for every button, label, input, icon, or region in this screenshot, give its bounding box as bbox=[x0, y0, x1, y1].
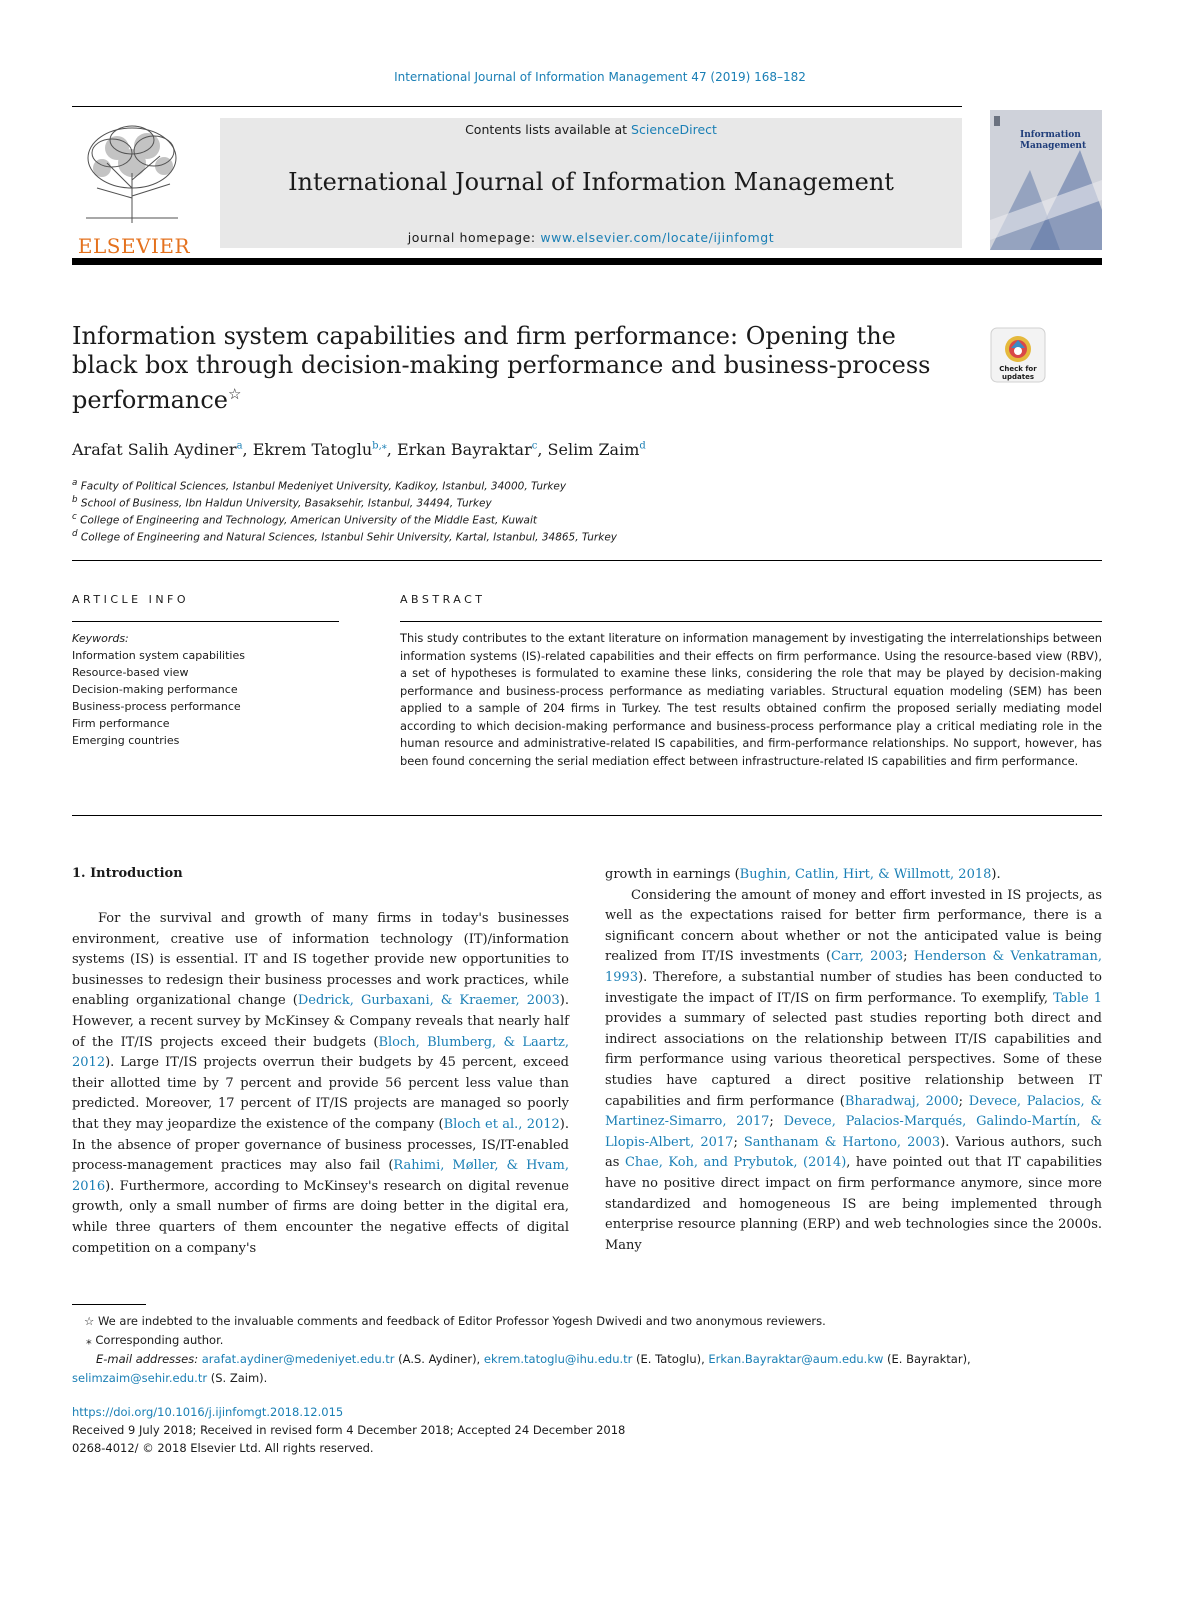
email-owner: (A.S. Aydiner), bbox=[394, 1352, 484, 1366]
footnote-acknowledgement bbox=[72, 1312, 1102, 1331]
citation-link[interactable]: Chae, Koh, and Prybutok, (2014) bbox=[624, 1155, 847, 1171]
received-dates: Received 9 July 2018; Received in revised form 4 December 2018; Accepted 24 December 2018 bbox=[72, 1423, 626, 1437]
footnote-emails bbox=[72, 1350, 1102, 1388]
citation-link[interactable]: Table 1 bbox=[1053, 990, 1102, 1006]
body-paragraph bbox=[605, 886, 1102, 1257]
email-owner: (S. Zaim). bbox=[207, 1371, 268, 1385]
elsevier-logo bbox=[72, 118, 196, 258]
crossmark-badge[interactable] bbox=[990, 327, 1046, 383]
affiliation-text: College of Engineering and Technology, American University of the Middle East, Kuwait bbox=[80, 514, 538, 527]
publisher-wordmark: ELSEVIER bbox=[77, 234, 191, 258]
doi-link[interactable]: https://doi.org/10.1016/j.ijinfomgt.2018.12.015 bbox=[72, 1405, 344, 1419]
footnote-text: Corresponding author. bbox=[95, 1333, 224, 1347]
citation-link[interactable]: Rahimi, Møller, & Hvam, 2016 bbox=[72, 1158, 569, 1194]
body-paragraph bbox=[605, 865, 1102, 886]
keyword-item: Information system capabilities bbox=[72, 649, 245, 662]
keyword-item: Business-process performance bbox=[72, 700, 241, 713]
email-link[interactable]: ekrem.tatoglu@ihu.edu.tr bbox=[483, 1352, 633, 1366]
citation-link[interactable]: Bharadwaj, 2000 bbox=[844, 1093, 959, 1109]
keyword-item: Firm performance bbox=[72, 717, 170, 730]
journal-title: International Journal of Information Management bbox=[288, 168, 894, 196]
body-text: ). However, a recent survey by McKinsey & Company reveals that nearly half of the IT/IS projects exceed their budgets ( bbox=[72, 993, 570, 1050]
affiliation-sup: d bbox=[72, 529, 78, 539]
article-title bbox=[72, 322, 952, 415]
footnote-mark: ⁎ bbox=[86, 1333, 92, 1347]
author-name: Ekrem Tatoglu bbox=[252, 440, 373, 459]
affiliation bbox=[72, 495, 492, 510]
affiliation-text: College of Engineering and Natural Sciences, Istanbul Sehir University, Kartal, Istanbul, 34865, Turkey bbox=[80, 531, 618, 544]
affiliation-text: Faculty of Political Sciences, Istanbul Medeniyet University, Kadikoy, Istanbul, 34000, Turkey bbox=[80, 480, 567, 493]
affiliation-mark[interactable]: c bbox=[531, 440, 538, 452]
cover-title-line1: Information bbox=[1020, 130, 1081, 140]
citation-link[interactable]: Devece, Palacios-Marqués, Galindo-Martín, & Llopis-Albert, 2017 bbox=[605, 1114, 1103, 1150]
body-text: provides a summary of selected past studies reporting both direct and indirect associations on the relationship between IT/IS capabilities and firm performance using various theoretical perspectives. Some of these studies have captured a direct positive relationship between IT capabilities and firm performance ( bbox=[605, 1011, 1102, 1109]
body-column-left bbox=[72, 909, 569, 1259]
footnote-text: We are indebted to the invaluable comments and feedback of Editor Professor Yogesh Dwivedi and two anonymous reviewers. bbox=[97, 1314, 826, 1328]
email-owner: (E. Bayraktar), bbox=[883, 1352, 971, 1366]
body-text: , have pointed out that IT capabilities have no positive direct impact on firm performance anymore, since more standardized and homogeneous IS are being implemented through enterprise resource planning (ERP) and web technologies since the 2000s. Many bbox=[605, 1155, 1102, 1253]
keyword-item: Decision-making performance bbox=[72, 683, 238, 696]
affiliation-mark[interactable]: d bbox=[639, 440, 646, 452]
body-text: ). Various authors, such as bbox=[605, 1134, 1102, 1171]
affiliation bbox=[72, 529, 617, 544]
email-link[interactable]: arafat.aydiner@medeniyet.edu.tr bbox=[201, 1352, 395, 1366]
body-text: ). bbox=[991, 867, 1001, 882]
body-text: For the survival and growth of many firms in today's businesses environment, creative use of information technology (IT)/information systems (IS) is essential. IT and IS together provide new opportunities to businesses to redesign their business processes and work practices, while enabling organizational change ( bbox=[72, 911, 569, 1009]
homepage-link[interactable]: www.elsevier.com/locate/ijinfomgt bbox=[540, 230, 775, 245]
affiliation-sup: b bbox=[72, 495, 78, 505]
section-divider bbox=[72, 815, 1102, 816]
body-text: ). Furthermore, according to McKinsey's research on digital revenue growth, only a small number of firms are doing better in the digital era, while three quarters of them encounter the negative effects of digital competition on a company's bbox=[72, 1178, 569, 1256]
body-paragraph bbox=[72, 909, 569, 1259]
author-name: Selim Zaim bbox=[547, 440, 640, 459]
article-info-rule bbox=[72, 621, 339, 622]
citation-link[interactable]: Henderson & Venkatraman, 1993 bbox=[605, 949, 1103, 985]
footnote-mark: ☆ bbox=[84, 1314, 95, 1328]
running-header[interactable]: International Journal of Information Management 47 (2019) 168–182 bbox=[394, 70, 806, 84]
abstract-rule bbox=[400, 621, 1102, 622]
citation-link[interactable]: Devece, Palacios, & Martinez-Simarro, 2017 bbox=[605, 1093, 1102, 1130]
contents-prefix: Contents lists available at bbox=[465, 122, 632, 137]
homepage-prefix: journal homepage: bbox=[407, 230, 541, 245]
affiliation-sup: c bbox=[72, 512, 77, 522]
journal-cover[interactable] bbox=[990, 110, 1102, 250]
footnote-corresponding bbox=[72, 1331, 1102, 1350]
affiliation-text: School of Business, Ibn Haldun University, Basaksehir, Istanbul, 34494, Turkey bbox=[80, 497, 492, 510]
citation-link[interactable]: Bloch, Blumberg, & Laartz, 2012 bbox=[72, 1034, 569, 1071]
header-top-rule bbox=[72, 106, 962, 107]
affiliation bbox=[72, 478, 566, 493]
header-thick-rule bbox=[72, 258, 1102, 265]
article-info-heading: ARTICLE INFO bbox=[72, 593, 190, 606]
body-text: ). In the absence of proper governance of business processes, IS/IT-enabled process-management practices may also fail ( bbox=[72, 1116, 570, 1174]
keyword-item: Resource-based view bbox=[72, 666, 189, 679]
email-link[interactable]: Erkan.Bayraktar@aum.edu.kw bbox=[708, 1352, 884, 1366]
abstract-text: This study contributes to the extant literature on information management by investigating the interrelationships between information systems (IS)-related capabilities and their effects on firm performance. Using the resource-based view (RBV), a set of hypotheses is formulated to examine these links, considering the role that may be played by decision-making performance and business-process performance as mediating variables. Structural equation modeling (SEM) has been applied to a sample of 204 firms in Turkey. The test results obtained confirm the proposed serially mediating model according to which decision-making performance and business-process performance play a critical mediating role in the human resource and administrative-related IS capabilities, and firm-performance relationships. No support, however, has been found concerning the serial mediation effect between infrastructure-related IS capabilities and firm performance. bbox=[400, 631, 1102, 768]
citation-link[interactable]: Carr, 2003 bbox=[831, 949, 904, 965]
citation-link[interactable]: Santhanam & Hartono, 2003 bbox=[743, 1134, 941, 1150]
author-name: Arafat Salih Aydiner bbox=[72, 440, 237, 459]
affiliation-mark[interactable]: b,⁎ bbox=[372, 440, 387, 452]
section-heading: 1. Introduction bbox=[72, 866, 183, 881]
body-text: ; bbox=[958, 1093, 969, 1109]
email-label: E-mail addresses: bbox=[96, 1352, 199, 1366]
email-owner: (E. Tatoglu), bbox=[632, 1352, 709, 1366]
body-text: ; bbox=[903, 949, 914, 965]
keywords-label: Keywords: bbox=[72, 632, 129, 645]
citation-link[interactable]: Dedrick, Gurbaxani, & Kraemer, 2003 bbox=[297, 993, 560, 1009]
author-name: Erkan Bayraktar bbox=[396, 440, 532, 459]
keyword-item: Emerging countries bbox=[72, 734, 180, 747]
elsevier-tree-icon bbox=[72, 118, 196, 226]
section-divider bbox=[72, 560, 1102, 561]
copyright-line: 0268-4012/ © 2018 Elsevier Ltd. All rights reserved. bbox=[72, 1441, 374, 1455]
cover-title-line2: Management bbox=[1020, 141, 1087, 151]
email-link[interactable]: selimzaim@sehir.edu.tr bbox=[72, 1371, 208, 1385]
affiliation bbox=[72, 512, 537, 527]
journal-homepage bbox=[220, 230, 962, 245]
body-text: ). Large IT/IS projects overrun their budgets by 45 percent, exceed their allotted time by 7 percent and provide 56 percent less value than predicted. Moreover, 17 percent of IT/IS projects are managed so poorly that they may jeopardize the existence of the company ( bbox=[72, 1055, 569, 1132]
body-text: ). Therefore, a substantial number of studies has been conducted to investigate the impact of IT/IS on firm performance. To exemplify, bbox=[605, 969, 1102, 1006]
affiliation-mark[interactable]: a bbox=[236, 440, 243, 452]
body-text: ; bbox=[733, 1134, 744, 1150]
affiliation-sup: a bbox=[72, 478, 78, 488]
citation-link[interactable]: Bughin, Catlin, Hirt, & Willmott, 2018 bbox=[739, 867, 992, 882]
contents-line bbox=[220, 122, 962, 137]
body-column-right bbox=[605, 865, 1102, 1256]
title-footnote-mark[interactable]: ☆ bbox=[228, 385, 242, 403]
doi-line bbox=[72, 1403, 1102, 1422]
body-text: Considering the amount of money and effort invested in IS projects, as well as the expectations raised for better firm performance, there is a significant concern about whether or not the anticipated value is being realized from IT/IS investments ( bbox=[605, 887, 1102, 965]
footnote-rule bbox=[72, 1304, 146, 1305]
keywords-block bbox=[72, 630, 342, 749]
body-text: growth in earnings ( bbox=[605, 867, 740, 882]
citation-link[interactable]: Bloch et al., 2012 bbox=[443, 1116, 560, 1132]
crossmark-label: Check for updates bbox=[999, 365, 1037, 381]
body-text: ; bbox=[769, 1114, 784, 1130]
author-list: Arafat Salih Aydiner$^a$, Ekrem Tatoglu$^{b,⁎}$, Erkan Bayraktar$^c$, Selim Zaim$^d$ bbox=[72, 440, 646, 459]
abstract-heading: ABSTRACT bbox=[400, 593, 486, 606]
article-title-text: Information system capabilities and firm performance: Opening the black box through decision-making performance and business-process performance bbox=[72, 322, 931, 414]
sciencedirect-link[interactable]: ScienceDirect bbox=[631, 122, 717, 137]
